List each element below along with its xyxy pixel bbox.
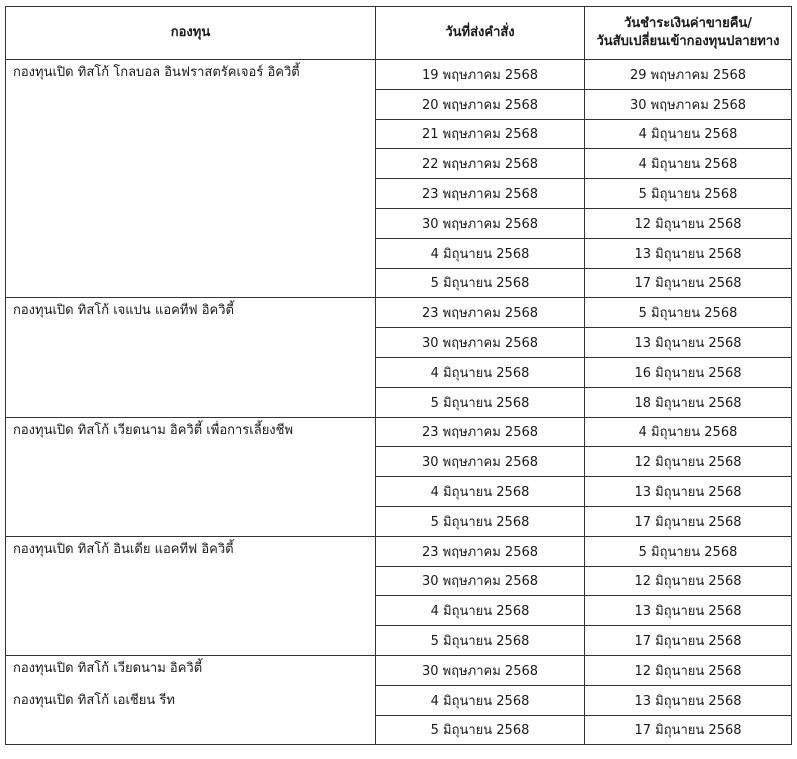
settlement-date-cell: 13 มิถุนายน 2568: [585, 596, 792, 626]
order-date-cell: 23 พฤษภาคม 2568: [376, 298, 585, 328]
table-row: [6, 60, 792, 90]
settlement-date-cell: 12 มิถุนายน 2568: [585, 566, 792, 596]
settlement-date-cell: 13 มิถุนายน 2568: [585, 477, 792, 507]
order-date-cell: 5 มิถุนายน 2568: [376, 387, 585, 417]
header-settlement-line2: วันสับเปลี่ยนเข้ากองทุนปลายทาง: [596, 34, 780, 49]
settlement-date-cell: 17 มิถุนายน 2568: [585, 506, 792, 536]
header-settlement-line1: วันชำระเงินค่าขายคืน/: [623, 16, 753, 31]
order-date-cell: 22 พฤษภาคม 2568: [376, 149, 585, 179]
order-date-cell: 30 พฤษภาคม 2568: [376, 447, 585, 477]
order-date-cell: 30 พฤษภาคม 2568: [376, 655, 585, 685]
header-row: [6, 7, 792, 60]
order-date-cell: 4 มิถุนายน 2568: [376, 238, 585, 268]
header-fund: กองทุน: [6, 7, 376, 60]
redemption-schedule-table: [5, 6, 792, 745]
fund-cell: [6, 655, 376, 744]
settlement-date-cell: 17 มิถุนายน 2568: [585, 626, 792, 656]
order-date-cell: 4 มิถุนายน 2568: [376, 477, 585, 507]
settlement-date-cell: 5 มิถุนายน 2568: [585, 298, 792, 328]
fund-cell: [6, 298, 376, 417]
settlement-date-cell: 17 มิถุนายน 2568: [585, 268, 792, 298]
settlement-date-cell: 13 มิถุนายน 2568: [585, 328, 792, 358]
settlement-date-cell: 5 มิถุนายน 2568: [585, 179, 792, 209]
order-date-cell: 4 มิถุนายน 2568: [376, 685, 585, 715]
fund-name: กองทุนเปิด ทิสโก้ เวียดนาม อิควิตี้ เพื่อการเลี้ยงชีพ: [13, 422, 294, 438]
fund-cell: [6, 417, 376, 536]
order-date-cell: 30 พฤษภาคม 2568: [376, 328, 585, 358]
settlement-date-cell: 12 มิถุนายน 2568: [585, 655, 792, 685]
table-header: [6, 7, 792, 60]
fund-name: กองทุนเปิด ทิสโก้ เวียดนาม อิควิตี้: [13, 660, 203, 676]
order-date-cell: 20 พฤษภาคม 2568: [376, 89, 585, 119]
order-date-cell: 4 มิถุนายน 2568: [376, 357, 585, 387]
settlement-date-cell: 29 พฤษภาคม 2568: [585, 60, 792, 90]
order-date-cell: 30 พฤษภาคม 2568: [376, 566, 585, 596]
order-date-cell: 23 พฤษภาคม 2568: [376, 417, 585, 447]
order-date-cell: 19 พฤษภาคม 2568: [376, 60, 585, 90]
table-row: [6, 298, 792, 328]
table-row: [6, 536, 792, 566]
header-settlement-date: [585, 7, 792, 60]
settlement-date-cell: 4 มิถุนายน 2568: [585, 149, 792, 179]
settlement-date-cell: 13 มิถุนายน 2568: [585, 685, 792, 715]
order-date-cell: 30 พฤษภาคม 2568: [376, 208, 585, 238]
fund-cell: [6, 536, 376, 655]
settlement-date-cell: 16 มิถุนายน 2568: [585, 357, 792, 387]
order-date-cell: 23 พฤษภาคม 2568: [376, 536, 585, 566]
table-body: [6, 60, 792, 745]
settlement-date-cell: 12 มิถุนายน 2568: [585, 208, 792, 238]
settlement-date-cell: 5 มิถุนายน 2568: [585, 536, 792, 566]
table-row: [6, 417, 792, 447]
order-date-cell: 5 มิถุนายน 2568: [376, 506, 585, 536]
settlement-date-cell: 12 มิถุนายน 2568: [585, 447, 792, 477]
order-date-cell: 5 มิถุนายน 2568: [376, 268, 585, 298]
fund-cell: [6, 60, 376, 298]
settlement-date-cell: 18 มิถุนายน 2568: [585, 387, 792, 417]
table-row: [6, 655, 792, 685]
fund-name: กองทุนเปิด ทิสโก้ อินเดีย แอคทีฟ อิควิตี้: [13, 541, 234, 557]
order-date-cell: 5 มิถุนายน 2568: [376, 715, 585, 745]
order-date-cell: 4 มิถุนายน 2568: [376, 596, 585, 626]
settlement-date-cell: 30 พฤษภาคม 2568: [585, 89, 792, 119]
header-order-date: วันที่ส่งคำสั่ง: [376, 7, 585, 60]
fund-name: กองทุนเปิด ทิสโก้ โกลบอล อินฟราสตรัคเจอร์ อิควิตี้: [13, 65, 300, 80]
order-date-cell: 23 พฤษภาคม 2568: [376, 179, 585, 209]
fund-name: กองทุนเปิด ทิสโก้ เจแปน แอคทีฟ อิควิตี้: [13, 303, 234, 319]
order-date-cell: 5 มิถุนายน 2568: [376, 626, 585, 656]
order-date-cell: 21 พฤษภาคม 2568: [376, 119, 585, 149]
settlement-date-cell: 4 มิถุนายน 2568: [585, 417, 792, 447]
settlement-date-cell: 13 มิถุนายน 2568: [585, 238, 792, 268]
fund-name: กองทุนเปิด ทิสโก้ เอเชียน รีท: [13, 692, 175, 708]
settlement-date-cell: 17 มิถุนายน 2568: [585, 715, 792, 745]
settlement-date-cell: 4 มิถุนายน 2568: [585, 119, 792, 149]
